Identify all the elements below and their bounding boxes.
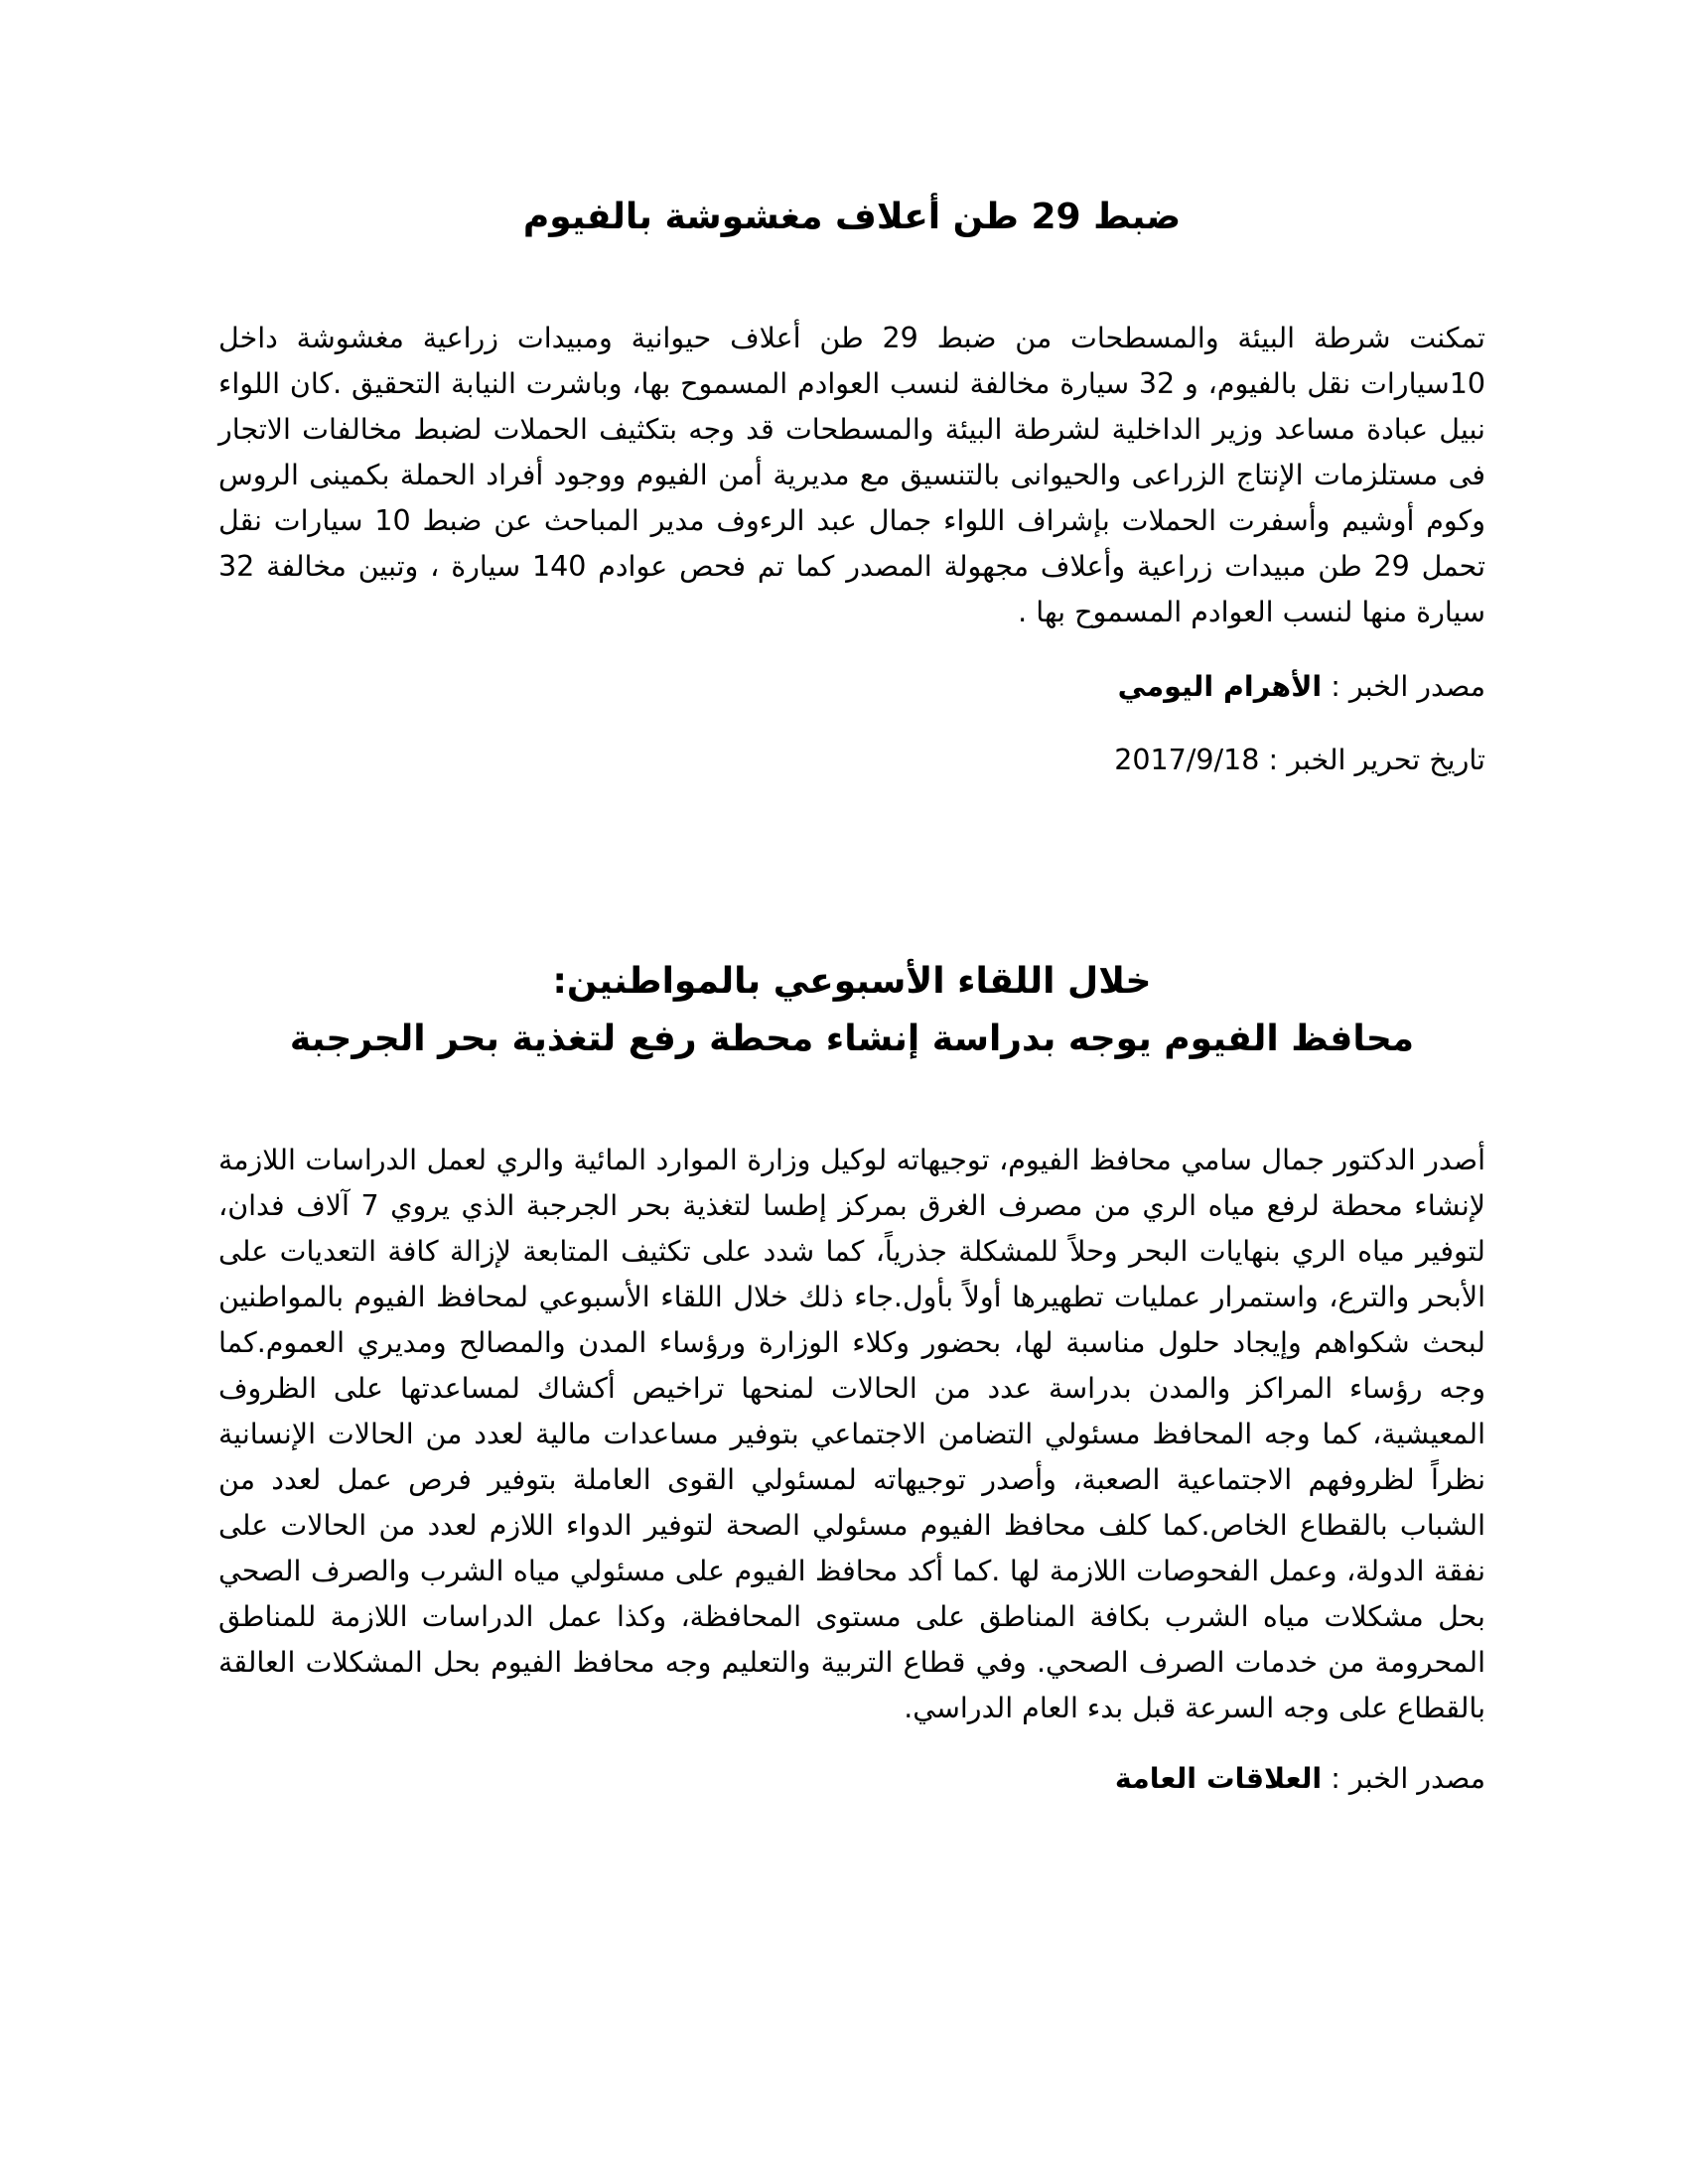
article-1-body: تمكنت شرطة البيئة والمسطحات من ضبط 29 طن أعلاف حيوانية ومبيدات زراعية مغشوشة داخل 10سيارات نقل بالفيوم، و 32 سيارة مخالفة لنسب العوادم المسموح بها، وباشرت النيابة التحقيق .كان اللواء نبيل عبادة مساعد وزير الداخلية لشرطة البيئة والمسطحات قد وجه بتكثيف الحملات لضبط مخالفات الاتجار فى مستلزمات الإنتاج الزراعى والحيوانى بالتنسيق مع مديرية أمن الفيوم ووجود أفراد الحملة بكمينى الروس وكوم أوشيم وأسفرت الحملات بإشراف اللواء جمال عبد الرءوف مدير المباحث عن ضبط 10 سيارات نقل تحمل 29 طن مبيدات زراعية وأعلاف مجهولة المصدر كما تم فحص عوادم 140 سيارة ، وتبين مخالفة 32 سيارة منها لنسب العوادم المسموح بها . bbox=[218, 322, 1486, 628]
article-2-source-label: مصدر الخبر : bbox=[1322, 1762, 1485, 1795]
article-1-source bbox=[218, 667, 1485, 707]
article-1-date bbox=[218, 741, 1485, 780]
article-1-source-label: مصدر الخبر : bbox=[1322, 670, 1485, 703]
article-2-title-line-2: محافظ الفيوم يوجه بدراسة إنشاء محطة رفع لتغذية بحر الجرجبة bbox=[289, 1019, 1415, 1059]
article-2-source-value: العلاقات العامة bbox=[1114, 1762, 1323, 1795]
article-2-title-line-1: خلال اللقاء الأسبوعي بالمواطنين: bbox=[552, 961, 1152, 1002]
article-2-title bbox=[218, 953, 1485, 1068]
news-article-2 bbox=[218, 953, 1485, 1799]
article-1-title: ضبط 29 طن أعلاف مغشوشة بالفيوم bbox=[522, 197, 1182, 237]
article-1-source-value: الأهرام اليومي bbox=[1117, 670, 1323, 703]
article-1-date-value: 2017/9/18 bbox=[1114, 744, 1260, 776]
article-2-source bbox=[218, 1759, 1485, 1799]
article-1-date-label: تاريخ تحرير الخبر : bbox=[1259, 744, 1485, 776]
news-article-1 bbox=[218, 189, 1485, 780]
article-2-body: أصدر الدكتور جمال سامي محافظ الفيوم، توجيهاته لوكيل وزارة الموارد المائية والري لعمل الدراسات اللازمة لإنشاء محطة لرفع مياه الري من مصرف الغرق بمركز إطسا لتغذية بحر الجرجبة الذي يروي 7 آلاف فدان، لتوفير مياه الري بنهايات البحر وحلاً للمشكلة جذرياً، كما شدد على تكثيف المتابعة لإزالة كافة التعديات على الأبحر والترع، واستمرار عمليات تطهيرها أولاً بأول.جاء ذلك خلال اللقاء الأسبوعي لمحافظ الفيوم بالمواطنين لبحث شكواهم وإيجاد حلول مناسبة لها، بحضور وكلاء الوزارة ورؤساء المدن والمصالح ومديري العموم.كما وجه رؤساء المراكز والمدن بدراسة عدد من الحالات لمنحها تراخيص أكشاك لمساعدتها على الظروف المعيشية، كما وجه المحافظ مسئولي التضامن الاجتماعي بتوفير مساعدات مالية لعدد من الحالات الإنسانية نظراً لظروفهم الاجتماعية الصعبة، وأصدر توجيهاته لمسئولي القوى العاملة بتوفير فرص عمل لعدد من الشباب بالقطاع الخاص.كما كلف محافظ الفيوم مسئولي الصحة لتوفير الدواء اللازم لعدد من الحالات على نفقة الدولة، وعمل الفحوصات اللازمة لها .كما أكد محافظ الفيوم على مسئولي مياه الشرب والصرف الصحي بحل مشكلات مياه الشرب بكافة المناطق على مستوى المحافظة، وكذا عمل الدراسات اللازمة للمناطق المحرومة من خدمات الصرف الصحي. وفي قطاع التربية والتعليم وجه محافظ الفيوم بحل المشكلات العالقة بالقطاع على وجه السرعة قبل بدء العام الدراسي. bbox=[218, 1144, 1486, 1724]
